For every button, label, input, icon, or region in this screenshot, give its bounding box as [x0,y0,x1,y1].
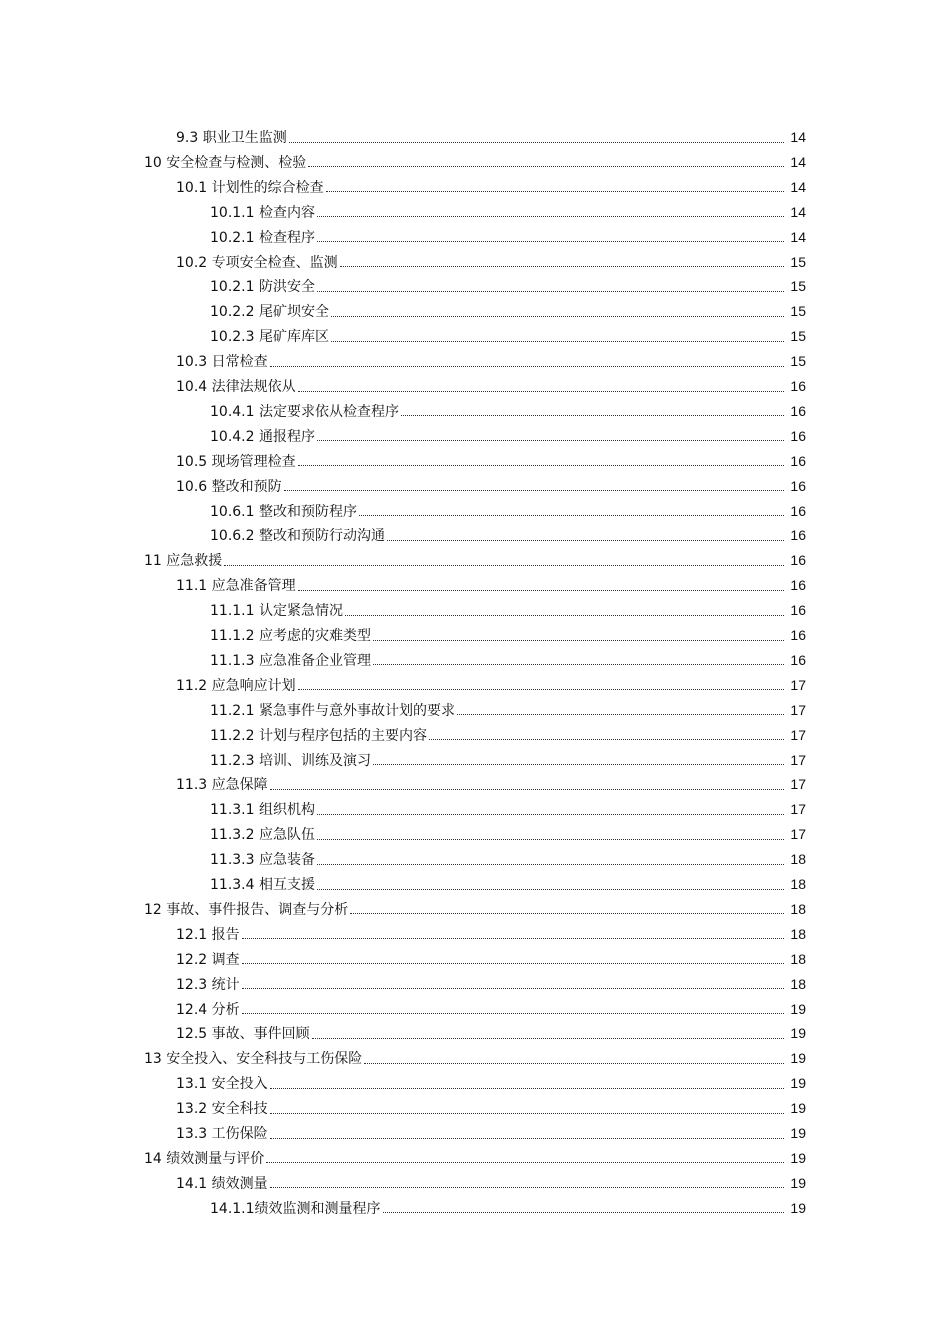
toc-entry-page-number: 15 [790,303,806,320]
toc-leader-dots [270,1138,784,1139]
toc-entry-page-number: 16 [790,402,806,419]
toc-entry-title: 10.1 计划性的综合检查 [176,179,324,196]
toc-entry-title: 12 事故、事件报告、调查与分析 [144,901,349,918]
toc-leader-dots [317,839,784,840]
toc-entry-page-number: 19 [790,1174,806,1191]
toc-leader-dots [383,1212,784,1213]
toc-entry-title: 11.2.2 计划与程序包括的主要内容 [210,727,427,744]
toc-entry[interactable] [210,847,806,871]
toc-entry[interactable] [176,125,806,149]
toc-entry[interactable] [210,748,806,772]
toc-entry-page-number: 19 [790,1125,806,1141]
toc-leader-dots [270,1113,784,1114]
toc-entry-title: 11.1.3 应急准备企业管理 [210,652,371,669]
toc-entry-page-number: 17 [790,776,806,793]
toc-entry[interactable] [210,324,806,348]
toc-entry[interactable] [144,897,806,921]
toc-entry-page-number: 19 [790,1075,806,1092]
toc-entry-page-number: 18 [790,925,806,942]
toc-entry-page-number: 16 [790,378,806,394]
toc-entry-title: 11.2.1 紧急事件与意外事故计划的要求 [210,702,455,719]
toc-entry-title: 11.2.3 培训、训练及演习 [210,752,371,769]
toc-entry-title: 10.2 专项安全检查、监测 [176,254,338,271]
toc-leader-dots [364,1063,784,1064]
toc-entry-page-number: 14 [790,153,806,170]
toc-entry-title: 11.1.1 认定紧急情况 [210,603,343,620]
toc-leader-dots [270,366,784,367]
toc-entry[interactable] [176,175,806,199]
toc-leader-dots [340,266,784,267]
toc-leader-dots [326,191,784,192]
toc-leader-dots [242,938,784,939]
toc-entry-title: 12.5 事故、事件回顾 [176,1026,310,1043]
toc-entry-page-number: 19 [790,1100,806,1117]
toc-entry-page-number: 17 [790,826,806,843]
toc-entry-title: 10.5 现场管理检查 [176,453,296,470]
toc-leader-dots [270,1187,784,1188]
toc-leader-dots [298,689,784,690]
toc-entry[interactable] [210,399,806,423]
toc-entry[interactable] [176,673,806,697]
toc-entry-title: 11.1.2 应考虑的灾难类型 [210,628,371,644]
toc-entry-title: 11.3.4 相互支援 [210,877,315,893]
toc-leader-dots [350,913,784,914]
toc-leader-dots [359,515,784,516]
toc-entry[interactable] [144,548,806,572]
toc-entry-title: 10.6.1 整改和预防程序 [210,503,357,520]
toc-entry-page-number: 18 [790,900,806,917]
toc-entry[interactable] [210,872,806,896]
toc-entry-page-number: 16 [790,527,806,544]
toc-leader-dots [242,988,784,989]
toc-entry[interactable] [176,573,806,597]
toc-entry-title: 11.3.1 组织机构 [210,802,315,819]
toc-entry-page-number: 15 [790,278,806,295]
toc-entry-title: 10.2.1 检查程序 [210,229,315,246]
toc-leader-dots [331,316,784,317]
toc-entry-title: 10.1.1 检查内容 [210,204,315,221]
toc-leader-dots [224,565,784,566]
toc-entry-title: 11.3.2 应急队伍 [210,827,315,844]
toc-entry-title: 10.2.2 尾矿坝安全 [210,304,329,321]
toc-entry-title: 13 安全投入、安全科技与工伤保险 [144,1051,363,1068]
toc-entry-title: 13.2 安全科技 [176,1101,268,1118]
toc-entry[interactable] [210,822,806,846]
toc-entry-page-number: 14 [790,228,806,245]
toc-leader-dots [270,789,784,790]
toc-entry[interactable] [210,723,806,747]
toc-entry-page-number: 18 [790,876,806,892]
toc-entry-title: 10.4.1 法定要求依从检查程序 [210,403,399,420]
toc-leader-dots [373,764,784,765]
toc-entry-page-number: 16 [790,627,806,643]
toc-leader-dots [317,864,784,865]
toc-entry[interactable] [176,250,806,274]
toc-entry-title: 14.1 绩效测量 [176,1175,268,1192]
toc-entry[interactable] [144,150,806,174]
toc-entry[interactable] [176,997,806,1021]
toc-entry-title: 13.1 安全投入 [176,1076,268,1093]
toc-entry-title: 10.3 日常检查 [176,354,268,371]
toc-leader-dots [331,341,784,342]
toc-entry[interactable] [210,523,806,547]
toc-entry[interactable] [210,797,806,821]
toc-entry-page-number: 18 [790,851,806,868]
toc-leader-dots [289,142,784,143]
toc-leader-dots [387,540,784,541]
toc-entry-page-number: 14 [790,178,806,195]
toc-entry-page-number: 15 [790,253,806,270]
toc-entry-title: 10.4.2 通报程序 [210,428,315,445]
toc-entry-page-number: 14 [790,203,806,220]
toc-entry-page-number: 19 [790,1000,806,1017]
toc-entry[interactable] [210,598,806,622]
toc-entry-title: 10.2.3 尾矿库库区 [210,329,329,346]
toc-entry-title: 13.3 工伤保险 [176,1126,268,1142]
toc-entry-page-number: 17 [790,726,806,743]
toc-entry-page-number: 17 [790,801,806,818]
toc-leader-dots [270,1088,784,1089]
toc-entry[interactable] [176,449,806,473]
toc-entry-page-number: 18 [790,975,806,992]
toc-leader-dots [373,664,784,665]
toc-entry-title: 10.6 整改和预防 [176,478,282,495]
toc-entry-title: 11.3 应急保障 [176,777,268,794]
toc-leader-dots [345,615,784,616]
toc-entry-title: 12.4 分析 [176,1001,240,1018]
toc-entry[interactable] [210,274,806,298]
toc-entry[interactable] [144,1046,806,1070]
toc-entry-page-number: 19 [790,1149,806,1166]
toc-entry-page-number: 19 [790,1025,806,1042]
toc-entry[interactable] [176,972,806,996]
toc-entry[interactable] [176,349,806,373]
toc-entry[interactable] [176,947,806,971]
toc-entry-title: 11.1 应急准备管理 [176,578,296,595]
toc-entry[interactable] [176,1121,806,1145]
toc-entry-page-number: 16 [790,477,806,494]
toc-entry[interactable] [210,424,806,448]
toc-entry[interactable] [176,1021,806,1045]
toc-leader-dots [401,415,784,416]
toc-entry-page-number: 16 [790,651,806,668]
toc-entry[interactable] [210,698,806,722]
toc-entry-title: 10.6.2 整改和预防行动沟通 [210,528,385,545]
toc-leader-dots [317,216,784,217]
toc-entry[interactable] [210,648,806,672]
toc-entry[interactable] [210,225,806,249]
toc-entry-page-number: 16 [790,502,806,519]
toc-leader-dots [317,440,784,441]
toc-leader-dots [317,241,784,242]
toc-leader-dots [298,590,784,591]
toc-leader-dots [457,714,784,715]
toc-entry[interactable] [210,1196,806,1220]
toc-entry[interactable] [210,299,806,323]
toc-entry-page-number: 19 [790,1199,806,1216]
toc-entry-title: 12.1 报告 [176,926,240,943]
toc-leader-dots [242,963,784,964]
toc-entry-page-number: 14 [790,129,806,145]
toc-entry-page-number: 16 [790,552,806,569]
toc-entry-title: 12.2 调查 [176,951,240,968]
toc-entry-page-number: 15 [790,353,806,370]
toc-entry-page-number: 15 [790,328,806,345]
toc-entry-page-number: 18 [790,950,806,967]
toc-entry-title: 9.3 职业卫生监测 [176,130,287,146]
toc-entry[interactable] [176,1171,806,1195]
toc-leader-dots [312,1038,784,1039]
toc-entry-page-number: 16 [790,427,806,444]
toc-entry-page-number: 17 [790,676,806,693]
toc-entry[interactable] [144,1146,806,1170]
toc-entry-title: 12.3 统计 [176,976,240,993]
toc-entry[interactable] [210,200,806,224]
toc-entry-page-number: 16 [790,577,806,594]
toc-leader-dots [284,490,784,491]
toc-leader-dots [429,739,784,740]
toc-entry[interactable] [176,374,806,398]
toc-entry-title: 11.2 应急响应计划 [176,677,296,694]
toc-leader-dots [266,1162,784,1163]
toc-entry-title: 10.4 法律法规依从 [176,379,296,395]
toc-entry-title: 14.1.1绩效监测和测量程序 [210,1200,381,1217]
toc-entry-title: 11.3.3 应急装备 [210,852,315,869]
toc-leader-dots [317,889,784,890]
toc-entry-title: 10.2.1 防洪安全 [210,279,315,296]
toc-entry-page-number: 16 [790,602,806,619]
toc-leader-dots [308,166,784,167]
toc-entry-page-number: 17 [790,751,806,768]
toc-entry[interactable] [176,1071,806,1095]
toc-entry-page-number: 19 [790,1050,806,1067]
toc-leader-dots [317,814,784,815]
toc-leader-dots [298,465,784,466]
toc-entry-title: 11 应急救援 [144,553,223,570]
toc-entry[interactable] [176,1096,806,1120]
toc-entry-title: 10 安全检查与检测、检验 [144,154,307,171]
toc-leader-dots [298,391,784,392]
toc-leader-dots [317,291,784,292]
toc-entry-page-number: 17 [790,701,806,718]
toc-entry[interactable] [176,922,806,946]
toc-leader-dots [373,640,784,641]
toc-entry[interactable] [176,474,806,498]
toc-entry-title: 14 绩效测量与评价 [144,1150,265,1167]
toc-entry[interactable] [210,623,806,647]
toc-leader-dots [242,1013,784,1014]
toc-entry[interactable] [210,499,806,523]
toc-entry-page-number: 16 [790,452,806,469]
toc-entry[interactable] [176,772,806,796]
